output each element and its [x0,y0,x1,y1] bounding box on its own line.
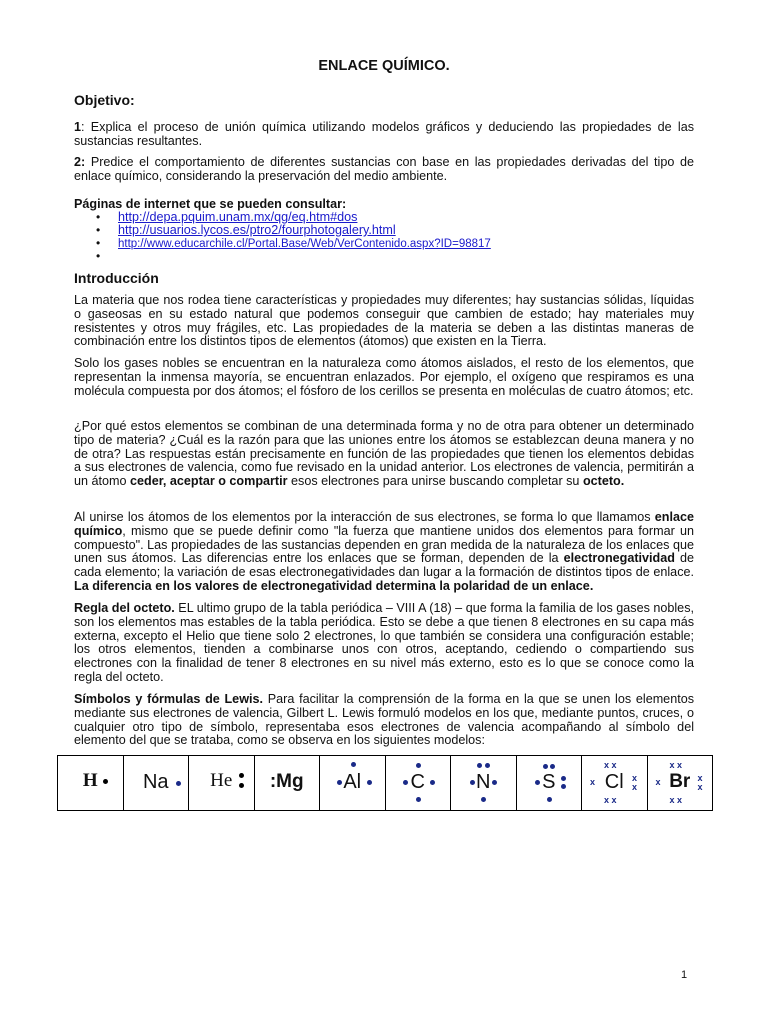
electron-dot [481,797,486,802]
lewis-symbol-n: N [476,771,491,793]
intro-heading: Introducción [74,270,159,286]
lewis-cell-al [320,756,386,810]
electron-dot [550,764,555,769]
electron-cross: x [655,777,661,787]
electron-dot [337,780,342,785]
lewis-cell-he [189,756,255,810]
electron-cross: x [632,782,638,792]
lewis-symbol-c: C [410,771,425,793]
paragraph-5: Regla del octeto. EL ultimo grupo de la tabla periódica – VIII A (18) – que forma la familia de los gases nobles, son los elementos mas estables de la tabla periódica. Esto se debe a que tienen 8 electrones en su capa más externa, excepto el Helio que tiene solo 2 electrones, lo que también se considera una configuración estable; los otros elementos, tienden a combinarse unos con otros, aceptando, cediendo o compartiendo sus electrones con la finalidad de tener 8 electrones en su nivel más externo, esto es lo que se conoce como la regla del octeto. [74,601,694,684]
list-item: • http://usuarios.lycos.es/ptro2/fourphotogalery.html [96,223,396,237]
paragraph-4: Al unirse los átomos de los elementos por la interacción de sus electrones, se forma lo que llamamos enlace químico, mismo que se puede definir como "la fuerza que mantiene unidos dos elementos para formar un compuesto". Las propiedades de las sustancias dependen en gran medida de la naturaleza de los enlaces que unen sus átomos. Las diferencias entre los enlaces que se forman, dependen de la electronegatividad de cada elemento; la variación de esas electronegatividades dan lugar a la formación de distintos tipos de enlace. La diferencia en los valores de electronegatividad determina la polaridad de un enlace. [74,510,694,593]
lewis-cell-mg [255,756,321,810]
electron-dot [430,780,435,785]
paragraph-3: ¿Por qué estos elementos se combinan de una determinada forma y no de otra para obtener un determinado tipo de materia? ¿Cuál es la razón para que las uniones entre los átomos se establezcan deuna manera y no de otra? Las respuestas están precisamente en función de las propiedades que tienen los elementos debidas a sus electrones de valencia, como fue revisado en la unidad anterior. Los electrones de valencia, permitirán a un átomo ceder, aceptar o compartir esos electrones para unirse buscando completar su octeto. [74,419,694,489]
electron-dot [477,763,482,768]
lewis-symbols-table [57,755,713,811]
lewis-cell-cl [582,756,648,810]
lewis-symbol-he: He [210,770,233,791]
lewis-symbol-al: Al [343,771,362,793]
electron-dot [416,763,421,768]
electron-cross: x x [669,795,683,805]
lewis-cell-h [58,756,124,810]
electron-cross: x [697,773,703,783]
lewis-cell-c [386,756,452,810]
paragraph-1: La materia que nos rodea tiene características y propiedades muy diferentes; hay sustancias sólidas, líquidas o gaseosas en su estado natural que podemos conseguir que cambien de estado; hay materiales muy resistentes y otros muy frágiles, etc. Las propiedades de la materia se deben a las distintas maneras de combinación entre los distintos tipos de elementos (átomos) que existen en la Tierra. [74,293,694,349]
lewis-cell-br [648,756,713,810]
list-item: • http://www.educarchile.cl/Portal.Base/Web/VerContenido.aspx?ID=98817 [96,236,491,250]
electron-cross: x [632,773,638,783]
electron-cross: x x [669,760,683,770]
paragraph-6: Símbolos y fórmulas de Lewis. Para facilitar la comprensión de la forma en la que se unen los elementos mediante sus electrones de valencia, Gilbert L. Lewis formuló modelos en los que, mediante puntos, cruces, o cualquier otro tipo de símbolo, representaba esos electrones de valencia acompañando al símbolo del elemento del que se trataba, como se observa en los siguientes modelos: [74,692,694,748]
electron-dot [403,780,408,785]
electron-dot [239,783,244,788]
lewis-symbol-cl: Cl [604,771,624,793]
link-educarchile[interactable]: http://www.educarchile.cl/Portal.Base/Web/VerContenido.aspx?ID=98817 [118,238,491,250]
lewis-symbol-br: Br [669,771,691,792]
electron-dot [470,780,475,785]
page-title: ENLACE QUÍMICO. [318,58,450,74]
electron-cross: x x [604,795,617,805]
electron-cross: x [697,782,703,792]
lewis-symbol-na: Na [142,771,169,793]
electron-cross: x [590,777,596,787]
electron-dot [416,797,421,802]
objetivo-heading: Objetivo: [74,92,135,108]
page-number: 1 [681,969,688,981]
links-list [74,211,694,263]
lewis-symbol-mg: :Mg [269,771,304,792]
links-heading: Páginas de internet que se pueden consultar: [74,197,347,211]
lewis-cell-na [124,756,190,810]
electron-dot [103,779,108,784]
paragraph-2: Solo los gases nobles se encuentran en la naturaleza como átomos aislados, el resto de los elementos, que representan la inmensa mayoría, se encuentran enlazados. Por ejemplo, el oxígeno que respiramos es una molécula compuesta por dos átomos; el fósforo de los cerillos se presenta en moléculas de cuatro átomos; etc. [74,356,694,398]
electron-dot [535,780,540,785]
lewis-cell-s [517,756,583,810]
link-lycos[interactable]: http://usuarios.lycos.es/ptro2/fourphotogalery.html [118,223,396,237]
electron-dot [543,764,548,769]
lewis-symbol-s: S [542,771,556,793]
electron-dot [239,773,244,778]
electron-dot [485,763,490,768]
lewis-symbol-h: H [82,770,98,791]
objetivo-1: 1: Explica el proceso de unión química utilizando modelos gráficos y deduciendo las propiedades de las sustancias resultantes. [74,120,694,148]
electron-dot [492,780,497,785]
electron-dot [561,776,566,781]
list-item: • [96,249,101,263]
electron-dot [367,780,372,785]
electron-dot [561,784,566,789]
electron-cross: x x [604,760,617,770]
electron-dot [176,781,181,786]
electron-dot [351,762,356,767]
list-item: • http://depa.pquim.unam.mx/qg/eq.htm#dos [96,210,358,224]
link-unam[interactable]: http://depa.pquim.unam.mx/qg/eq.htm#dos [118,210,358,224]
electron-dot [547,797,552,802]
objetivo-2: 2: Predice el comportamiento de diferentes sustancias con base en las propiedades derivadas del tipo de enlace químico, considerando la preservación del medio ambiente. [74,155,694,183]
lewis-cell-n [451,756,517,810]
